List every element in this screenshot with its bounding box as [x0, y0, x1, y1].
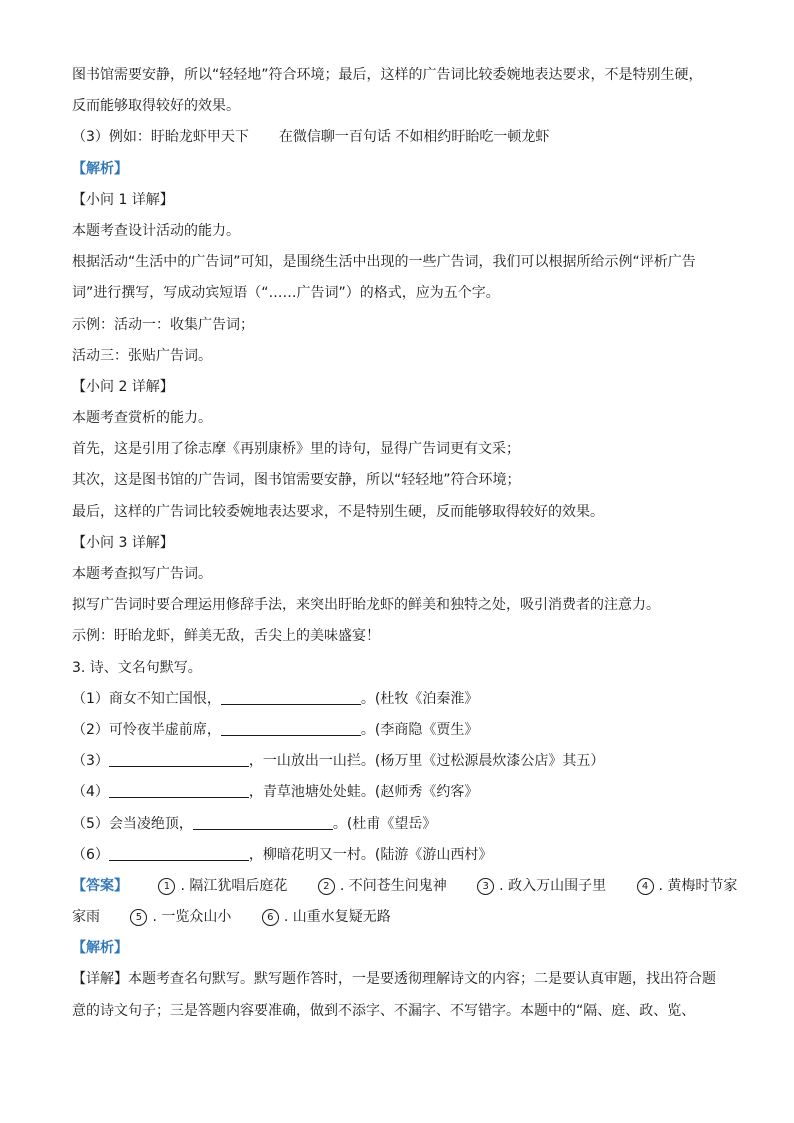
analysis-label: 【解析】: [72, 160, 128, 177]
answer-blank: [193, 815, 333, 830]
answer-option: [130, 902, 231, 933]
text-line: 根据活动“生活中的广告词”可知，是围绕生活中出现的一些广告词，我们可以根据所给示例“评析广告: [72, 254, 696, 271]
text-line: 拟写广告词时要合理运用修辞手法，来突出盱眙龙虾的鲜美和独特之处，吸引消费者的注意力。: [72, 597, 660, 614]
text-line: 首先，这是引用了徐志摩《再别康桥》里的诗句，显得广告词更有文采；: [72, 441, 520, 458]
document-page: [72, 60, 738, 1027]
answer-blank: [221, 721, 361, 736]
example-prefix: （3）例如：盱眙龙虾甲天下: [72, 129, 249, 146]
answer-blank: [109, 752, 249, 767]
circled-number: 5: [130, 909, 147, 926]
text-line: 最后，这样的广告词比较委婉地表达要求，不是特别生硬，反而能够取得较好的效果。: [72, 503, 604, 520]
fill-item: [72, 809, 732, 840]
item-suffix: ，柳暗花明又一村。(陆游《游山西村》: [248, 846, 493, 863]
answer-text: . 政入万山围子里: [499, 877, 607, 894]
item-prefix: （1）商女不知亡国恨，: [72, 690, 221, 707]
circled-number: 3: [477, 878, 494, 895]
text-span: 本题考查名句默写。默写题作答时，一是要透彻理解诗文的内容；二是要认真审题，找出符合题: [128, 971, 716, 988]
answer-text: . 山重水复疑无路: [283, 909, 391, 926]
answer-text: . 一览众山小: [152, 909, 232, 926]
section-header: 【小问 2 详解】: [72, 378, 174, 395]
item-prefix: （5）会当凌绝顶，: [72, 815, 193, 832]
example-line: [72, 122, 732, 153]
item-prefix: （6）: [72, 846, 109, 863]
section-header: 【小问 1 详解】: [72, 191, 174, 208]
text-line: 本题考查设计活动的能力。: [72, 222, 240, 239]
fill-item: [72, 684, 732, 715]
text-line: 意的诗文句子；三是答题内容要准确，做到不添字、不漏字、不写错字。本题中的“隔、庭、政、览、: [72, 1002, 696, 1019]
answer-option: [262, 902, 391, 933]
answer-text: . 不问苍生问鬼神: [339, 877, 447, 894]
section-header: 【小问 3 详解】: [72, 534, 174, 551]
example-suffix: 在微信聊一百句话 不如相约盱眙吃一顿龙虾: [278, 129, 550, 146]
answer-label: 【答案】: [72, 877, 128, 894]
answer-row: [72, 902, 732, 933]
answer-blank: [109, 846, 249, 861]
text-line: 示例：活动一：收集广告词；: [72, 316, 254, 333]
fill-item: [72, 715, 732, 746]
item-suffix: 。(李商隐《贾生》: [360, 721, 479, 738]
item-suffix: ，青草池塘处处蛙。(赵师秀《约客》: [248, 784, 479, 801]
question-title: 3. 诗、文名句默写。: [72, 659, 202, 676]
answer-blank: [109, 783, 249, 798]
item-prefix: （3）: [72, 753, 109, 770]
answer-option: [158, 871, 287, 902]
detail-label: 【详解】: [72, 971, 128, 988]
circled-number: 6: [262, 909, 279, 926]
circled-number: 4: [637, 878, 654, 895]
text-line: 其次，这是图书馆的广告词，图书馆需要安静，所以“轻轻地”符合环境；: [72, 472, 521, 489]
answer-text: 家雨: [72, 909, 100, 926]
item-suffix: ，一山放出一山拦。(杨万里《过松源晨炊漆公店》其五）: [248, 753, 605, 770]
text-line: [72, 964, 732, 995]
item-prefix: （2）可怜夜半虚前席，: [72, 721, 221, 738]
text-line: 本题考查赏析的能力。: [72, 410, 212, 427]
item-suffix: 。(杜牧《泊秦淮》: [360, 690, 479, 707]
circled-number: 2: [318, 878, 335, 895]
item-suffix: 。(杜甫《望岳》: [332, 815, 437, 832]
answer-option: [477, 871, 606, 902]
text-line: 反而能够取得较好的效果。: [72, 98, 240, 115]
item-prefix: （4）: [72, 784, 109, 801]
fill-item: [72, 840, 732, 871]
fill-item: [72, 746, 732, 777]
fill-item: [72, 777, 732, 808]
text-line: 词”进行撰写，写成动宾短语（“……广告词”）的格式，应为五个字。: [72, 285, 500, 302]
text-line: 示例：盱眙龙虾，鲜美无敌，舌尖上的美味盛宴！: [72, 628, 380, 645]
answer-row: [72, 871, 738, 902]
answer-option: [637, 871, 738, 902]
text-line: 活动三：张贴广告词。: [72, 347, 212, 364]
analysis-label: 【解析】: [72, 940, 128, 957]
text-line: 本题考查拟写广告词。: [72, 566, 212, 582]
answer-blank: [221, 690, 361, 705]
text-line: 图书馆需要安静，所以“轻轻地”符合环境；最后，这样的广告词比较委婉地表达要求，不是特别生硬，: [72, 67, 703, 83]
circled-number: 1: [158, 878, 175, 895]
answer-text: . 黄梅时节家: [658, 877, 738, 894]
answer-option: [318, 871, 447, 902]
answer-text: . 隔江犹唱后庭花: [180, 877, 288, 894]
